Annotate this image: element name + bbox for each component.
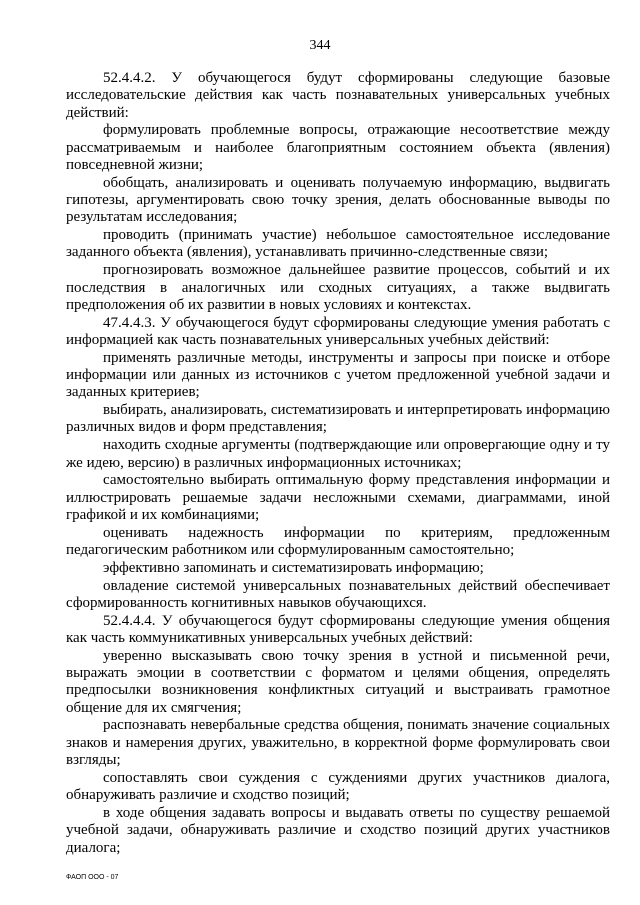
list-item: сопоставлять свои суждения с суждениями других участников диалога, обнаруживать различие и сходство позиций; bbox=[66, 769, 610, 804]
list-item: находить сходные аргументы (подтверждающие или опровергающие одну и ту же идею, версию) в различных информационных источниках; bbox=[66, 437, 610, 471]
list-item: эффективно запоминать и систематизировать информацию; bbox=[103, 559, 484, 576]
paragraph-52-4-4-4: 52.4.4.4. У обучающегося будут сформированы следующие умения общения как часть коммуникативных универсальных учебных действий: bbox=[66, 612, 610, 646]
list-item: уверенно высказывать свою точку зрения в устной и письменной речи, выражать эмоции в соответствии с форматом и целями общения, определять предпосылки возникновения конфликтных ситуаций и выстраивать грамотное общение для их смягчения; bbox=[66, 647, 610, 716]
list-item: обобщать, анализировать и оценивать получаемую информацию, выдвигать гипотезы, аргументировать свою точку зрения, делать обоснованные выводы по результатам исследования; bbox=[66, 174, 610, 226]
document-footer: ФАОП ООО - 07 bbox=[66, 874, 119, 881]
list-item: в ходе общения задавать вопросы и выдавать ответы по существу решаемой учебной задачи, обнаруживать различие и сходство позиций других участников диалога; bbox=[66, 804, 610, 856]
list-item: прогнозировать возможное дальнейшее развитие процессов, событий и их последствия в аналогичных или сходных ситуациях, а также выдвигать предположения об их развитии в новых условиях и контекстах. bbox=[66, 262, 610, 313]
document-body bbox=[66, 70, 610, 857]
list-item: овладение системой универсальных познавательных действий обеспечивает сформированность когнитивных навыков обучающихся. bbox=[66, 577, 610, 611]
list-item: формулировать проблемные вопросы, отражающие несоответствие между рассматриваемым и наиболее благоприятным состоянием объекта (явления) повседневной жизни; bbox=[66, 122, 610, 173]
list-item: распознавать невербальные средства общения, понимать значение социальных знаков и намерения других, уважительно, в корректной форме формулировать свои взгляды; bbox=[66, 717, 610, 769]
list-item: выбирать, анализировать, систематизировать и интерпретировать информацию различных видов и форм представления; bbox=[66, 402, 610, 436]
list-item: применять различные методы, инструменты и запросы при поиске и отборе информации или данных из источников с учетом предложенной учебной задачи и заданных критериев; bbox=[66, 349, 610, 401]
paragraph-47-4-4-3: 47.4.4.3. У обучающегося будут сформированы следующие умения работать с информацией как часть познавательных универсальных учебных действий: bbox=[66, 314, 610, 348]
list-item: оценивать надежность информации по критериям, предложенным педагогическим работником или сформулированным самостоятельно; bbox=[66, 524, 610, 559]
paragraph-52-4-4-2: 52.4.4.2. У обучающегося будут сформированы следующие базовые исследовательские действия как часть познавательных универсальных учебных действий: bbox=[66, 70, 610, 121]
list-item: проводить (принимать участие) небольшое самостоятельное исследование заданного объекта (явления), устанавливать причинно-следственные связи; bbox=[66, 227, 610, 261]
list-item: самостоятельно выбирать оптимальную форму представления информации и иллюстрировать решаемые задачи несложными схемами, диаграммами, иной графикой и их комбинациями; bbox=[66, 472, 610, 523]
page-number: 344 bbox=[309, 38, 331, 53]
